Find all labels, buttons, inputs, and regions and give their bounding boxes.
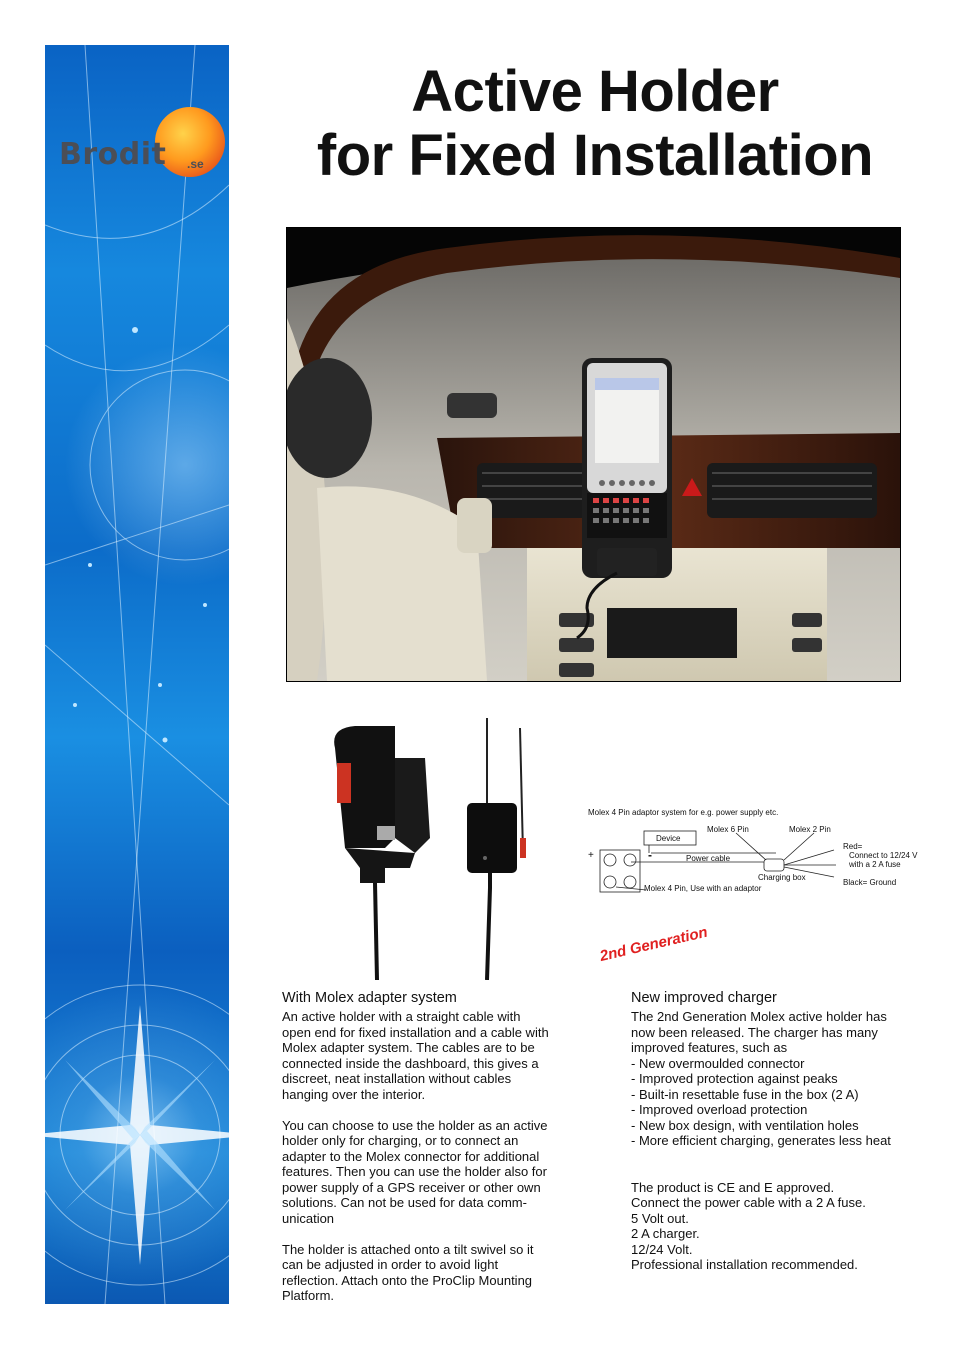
list-item: Professional installation recommended.	[631, 1257, 858, 1272]
text-line: reflection. Attach onto the ProClip Mounting	[282, 1272, 533, 1288]
text-line: You can choose to use the holder as an active	[282, 1117, 548, 1133]
text-line: unication	[282, 1210, 335, 1226]
wiring-diagram	[586, 805, 926, 900]
text-line: adapter to the Molex connector for additional	[282, 1148, 540, 1164]
list-item: 12/24 Volt.	[631, 1241, 693, 1257]
label-molex6: Molex 6 Pin	[707, 825, 749, 834]
label-connect-1: Connect to 12/24 V	[849, 851, 918, 860]
left-column	[282, 989, 582, 1304]
generation-badge: 2nd Generation	[598, 923, 710, 965]
label-minus: -	[648, 848, 652, 862]
text-line: Platform.	[282, 1288, 335, 1303]
list-item: - New overmoulded connector	[631, 1055, 805, 1071]
text-line: power supply of a GPS receiver or other own	[282, 1179, 541, 1195]
list-item: - Built-in resettable fuse in the box (2 A)	[631, 1086, 859, 1102]
label-connect-2: with a 2 A fuse	[849, 860, 901, 869]
product-image	[325, 718, 555, 980]
feature-list	[631, 1056, 931, 1149]
label-molex4: Molex 4 Pin, Use with an adaptor	[644, 884, 762, 893]
text-line: holder only for charging, or to connect an	[282, 1133, 519, 1148]
diagram-caption: Molex 4 Pin adaptor system for e.g. power supply etc.	[588, 808, 779, 817]
list-item: - New box design, with ventilation holes	[631, 1117, 859, 1133]
text-line: solutions. Can not be used for data comm-	[282, 1195, 527, 1210]
list-item: 2 A charger.	[631, 1226, 700, 1241]
dashboard-photo	[286, 227, 901, 682]
sidebar-banner	[45, 45, 229, 1304]
list-item: Connect the power cable with a 2 A fuse.	[631, 1195, 866, 1210]
text-line: discreet, neat installation without cables	[282, 1071, 512, 1086]
label-black: Black= Ground	[843, 878, 897, 887]
logo-wordmark: Brodit	[59, 137, 167, 172]
list-item: - Improved overload protection	[631, 1102, 808, 1117]
text-line: The 2nd Generation Molex active holder has	[631, 1009, 887, 1024]
page-title	[250, 60, 940, 188]
label-charging-box: Charging box	[758, 873, 806, 882]
text-line: The holder is attached onto a tilt swivel so it	[282, 1241, 534, 1257]
list-item: 5 Volt out.	[631, 1210, 689, 1226]
compass-artwork	[45, 45, 229, 1304]
label-plus: +	[588, 850, 594, 861]
list-item: The product is CE and E approved.	[631, 1179, 835, 1195]
text-line: open end for fixed installation and a cable with	[282, 1024, 549, 1040]
left-paragraph-2	[282, 1118, 582, 1227]
left-paragraph-1	[282, 1009, 582, 1102]
text-line: connected inside the dashboard, this gives a	[282, 1055, 539, 1071]
text-line: An active holder with a straight cable with	[282, 1009, 521, 1024]
text-line: improved features, such as	[631, 1040, 788, 1055]
right-column	[631, 989, 931, 1273]
label-device: Device	[656, 834, 681, 843]
label-molex2: Molex 2 Pin	[789, 825, 831, 834]
brodit-logo	[59, 107, 229, 177]
title-line-2: for Fixed Installation	[316, 123, 874, 188]
right-intro	[631, 1009, 931, 1056]
label-power-cable: Power cable	[686, 854, 731, 863]
left-heading: With Molex adapter system	[282, 990, 457, 1006]
logo-suffix: .se	[187, 157, 204, 171]
list-item: - More efficient charging, generates less heat	[631, 1133, 891, 1148]
left-paragraph-3	[282, 1242, 582, 1304]
spec-list	[631, 1180, 931, 1273]
text-line: can be adjusted in order to avoid light	[282, 1257, 499, 1272]
title-line-1: Active Holder	[411, 59, 779, 124]
label-red: Red=	[843, 842, 863, 851]
right-heading: New improved charger	[631, 990, 777, 1006]
text-line: features. Then you can use the holder also for	[282, 1164, 547, 1179]
text-line: now been released. The charger has many	[631, 1024, 878, 1040]
list-item: - Improved protection against peaks	[631, 1071, 838, 1086]
text-line: hanging over the interior.	[282, 1086, 426, 1102]
text-line: Molex adapter system. The cables are to be	[282, 1040, 535, 1055]
